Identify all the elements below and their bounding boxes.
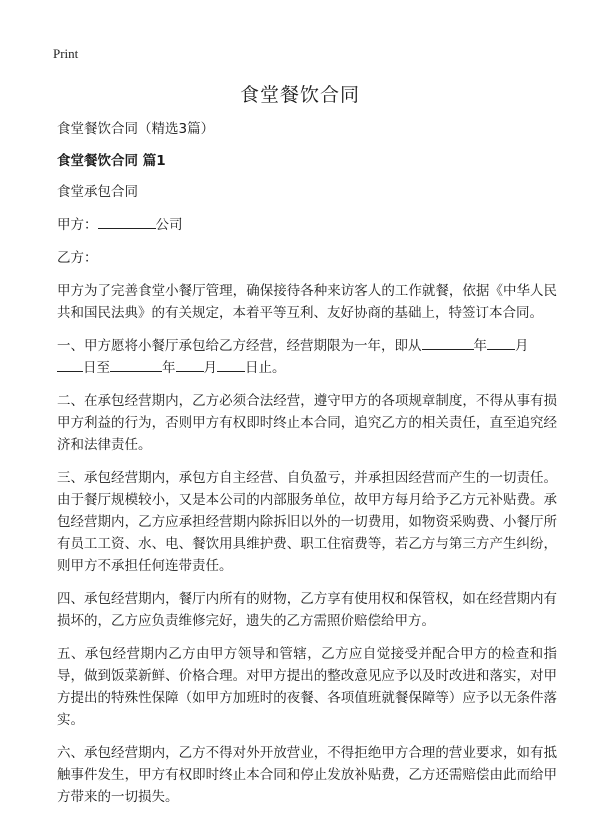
clause-4: 四、承包经营期内，餐厅内所有的财物，乙方享有使用权和保管权，如在经营期内有损坏的，乙方应负责维修完好，遗失的乙方需照价赔偿给甲方。 bbox=[57, 591, 557, 629]
party-b-line bbox=[57, 247, 557, 269]
end-year-label: 年 bbox=[162, 360, 176, 376]
page-title: 食堂餐饮合同 bbox=[239, 84, 360, 106]
end-month-label: 月 bbox=[203, 360, 217, 376]
start-year-label: 年 bbox=[473, 338, 487, 354]
clause-5: 五、承包经营期内乙方由甲方领导和管辖，乙方应自觉接受并配合甲方的检查和指导，做到饭菜新鲜、价格合理。对甲方提出的整改意见应予以及时改进和落实，对甲方提出的特殊性保障（如甲方加班时的夜餐、各项值班就餐保障等）应予以无条件落实。 bbox=[57, 646, 557, 728]
start-year-blank bbox=[422, 335, 474, 350]
contract-name: 食堂承包合同 bbox=[57, 184, 138, 200]
start-month-blank bbox=[487, 335, 515, 350]
clause-6: 六、承包经营期内，乙方不得对外开放营业，不得拒绝甲方合理的营业要求，如有抵触事件发生，甲方有权即时终止本合同和停止发放补贴费，乙方还需赔偿由此而给甲方带来的一切损失。 bbox=[57, 745, 557, 805]
end-day-blank bbox=[217, 357, 245, 372]
document-subtitle: 食堂餐饮合同（精选3篇） bbox=[57, 121, 215, 137]
start-day-label: 日至 bbox=[83, 360, 110, 376]
section-heading: 食堂餐饮合同 篇1 bbox=[57, 153, 166, 169]
clause-3: 三、承包经营期内，承包方自主经营、自负盈亏，并承担因经营而产生的一切责任。由于餐厅规模较小，又是本公司的内部服务单位，故甲方每月给予乙方元补贴费。承包经营期内，乙方应承担经营期内除拆旧以外的一切费用，如物资采购费、小餐厅所有员工工资、水、电、餐饮用具维护费、职工住宿费等，若乙方与第三方产生纠纷，则甲方不承担任何连带责任。 bbox=[57, 470, 557, 574]
end-year-blank bbox=[110, 357, 162, 372]
party-b-label: 乙方： bbox=[57, 250, 98, 266]
end-day-label: 日止。 bbox=[245, 360, 286, 376]
start-month-label: 月 bbox=[515, 338, 529, 354]
clause-1 bbox=[57, 335, 557, 379]
clause-2: 二、在承包经营期内，乙方必须合法经营，遵守甲方的各项规章制度，不得从事有损甲方利益的行为，否则甲方有权即时终止本合同，追究乙方的相关责任，直至追究经济和法律责任。 bbox=[57, 393, 557, 453]
party-a-suffix: 公司 bbox=[155, 217, 183, 233]
clause-1-text: 一、甲方愿将小餐厅承包给乙方经营，经营期限为一年，即从 bbox=[57, 338, 422, 354]
print-link[interactable]: Print bbox=[53, 46, 79, 61]
party-a-line bbox=[57, 214, 557, 236]
intro-paragraph: 甲方为了完善食堂小餐厅管理，确保接待各种来访客人的工作就餐，依据《中华人民共和国民法典》的有关规定，本着平等互利、友好协商的基础上，特签订本合同。 bbox=[57, 283, 557, 321]
party-a-blank bbox=[98, 214, 156, 229]
party-a-label: 甲方： bbox=[57, 217, 98, 233]
end-month-blank bbox=[176, 357, 204, 372]
start-day-blank bbox=[57, 357, 83, 372]
document-body bbox=[57, 118, 557, 819]
